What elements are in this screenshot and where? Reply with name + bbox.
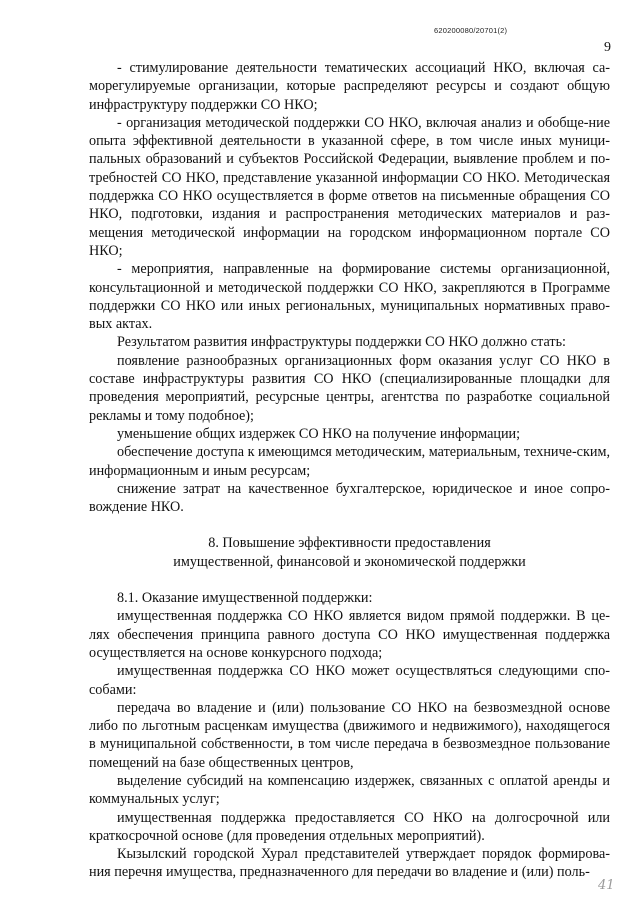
paragraph: - стимулирование деятельности тематических ассоциаций НКО, включая са-морегулируемые организации, которые распределяют ресурсы и создают общую инфраструктуру поддержки СО НКО; xyxy=(89,60,610,113)
paragraph: Кызылский городской Хурал представителей утверждает порядок формирова-ния перечня имущества, предназначенного для передачи во владение и (или) поль- xyxy=(89,846,610,881)
paragraph: - мероприятия, направленные на формирование системы организационной, консультационной и методической поддержки СО НКО, закрепляются в Программе поддержки СО НКО или иных региональных, муниципальных нормативных право-вых актах. xyxy=(89,261,610,333)
page-number: 9 xyxy=(604,40,611,55)
paragraph: уменьшение общих издержек СО НКО на получение информации; xyxy=(117,425,521,442)
paragraph: Результатом развития инфраструктуры поддержки СО НКО должно стать: xyxy=(117,334,566,351)
paragraph: имущественная поддержка СО НКО может осуществляться следующими спо-собами: xyxy=(89,663,610,698)
paragraph: выделение субсидий на компенсацию издержек, связанных с оплатой аренды и коммунальных услуг; xyxy=(89,772,610,808)
paragraph: передача во владение и (или) пользование СО НКО на безвозмездной основе либо по льготным расценкам имущества (движимого и недвижимого), находящегося в муниципальной собственности, в том числе передача в безвозмездное пользование помещений на базе общественных центров, xyxy=(89,699,610,771)
handwritten-page-mark: 41 xyxy=(598,878,615,893)
paragraph: имущественная поддержка предоставляется СО НКО на долгосрочной или краткосрочной основе (для проведения отдельных мероприятий). xyxy=(89,809,610,844)
paragraph: появление разнообразных организационных форм оказания услуг СО НКО в составе инфраструктуры развития СО НКО (специализированные площадки для проведения мероприятий, ресурсные центры, агентства по разработке социальной рекламы и тому подобное); xyxy=(89,352,610,424)
paragraph: имущественная поддержка СО НКО является видом прямой поддержки. В це-лях обеспечения принципа равного доступа СО НКО имущественная поддержка осуществляется на основе конкурсного подхода; xyxy=(89,608,610,661)
section-heading-line: 8. Повышение эффективности предоставления xyxy=(208,535,491,552)
document-number: 620200080/20701(2) xyxy=(434,26,508,35)
paragraph: снижение затрат на качественное бухгалтерское, юридическое и иное сопро-вождение НКО. xyxy=(89,480,610,516)
subsection-title: 8.1. Оказание имущественной поддержки: xyxy=(117,590,373,607)
paragraph: - организация методической поддержки СО НКО, включая анализ и обобще-ние опыта эффективной деятельности в указанной сфере, в том числе иных муници-пальных образований и субъектов Российской Федерации, выявление проблем и по-требностей СО НКО, представление указанной информации СО НКО. Методическая поддержка СО НКО осуществляется в форме ответов на письменные обращения СО НКО, подготовки, издания и распространения методических материалов и раз-мещения методической информации на городском информационном портале СО НКО; xyxy=(89,114,610,259)
paragraph: обеспечение доступа к имеющимся методическим, материальным, техниче-ским, информационным и иным ресурсам; xyxy=(89,444,610,479)
document-body xyxy=(89,59,610,882)
section-heading-line: имущественной, финансовой и экономической поддержки xyxy=(173,553,526,570)
section-heading xyxy=(89,534,610,571)
